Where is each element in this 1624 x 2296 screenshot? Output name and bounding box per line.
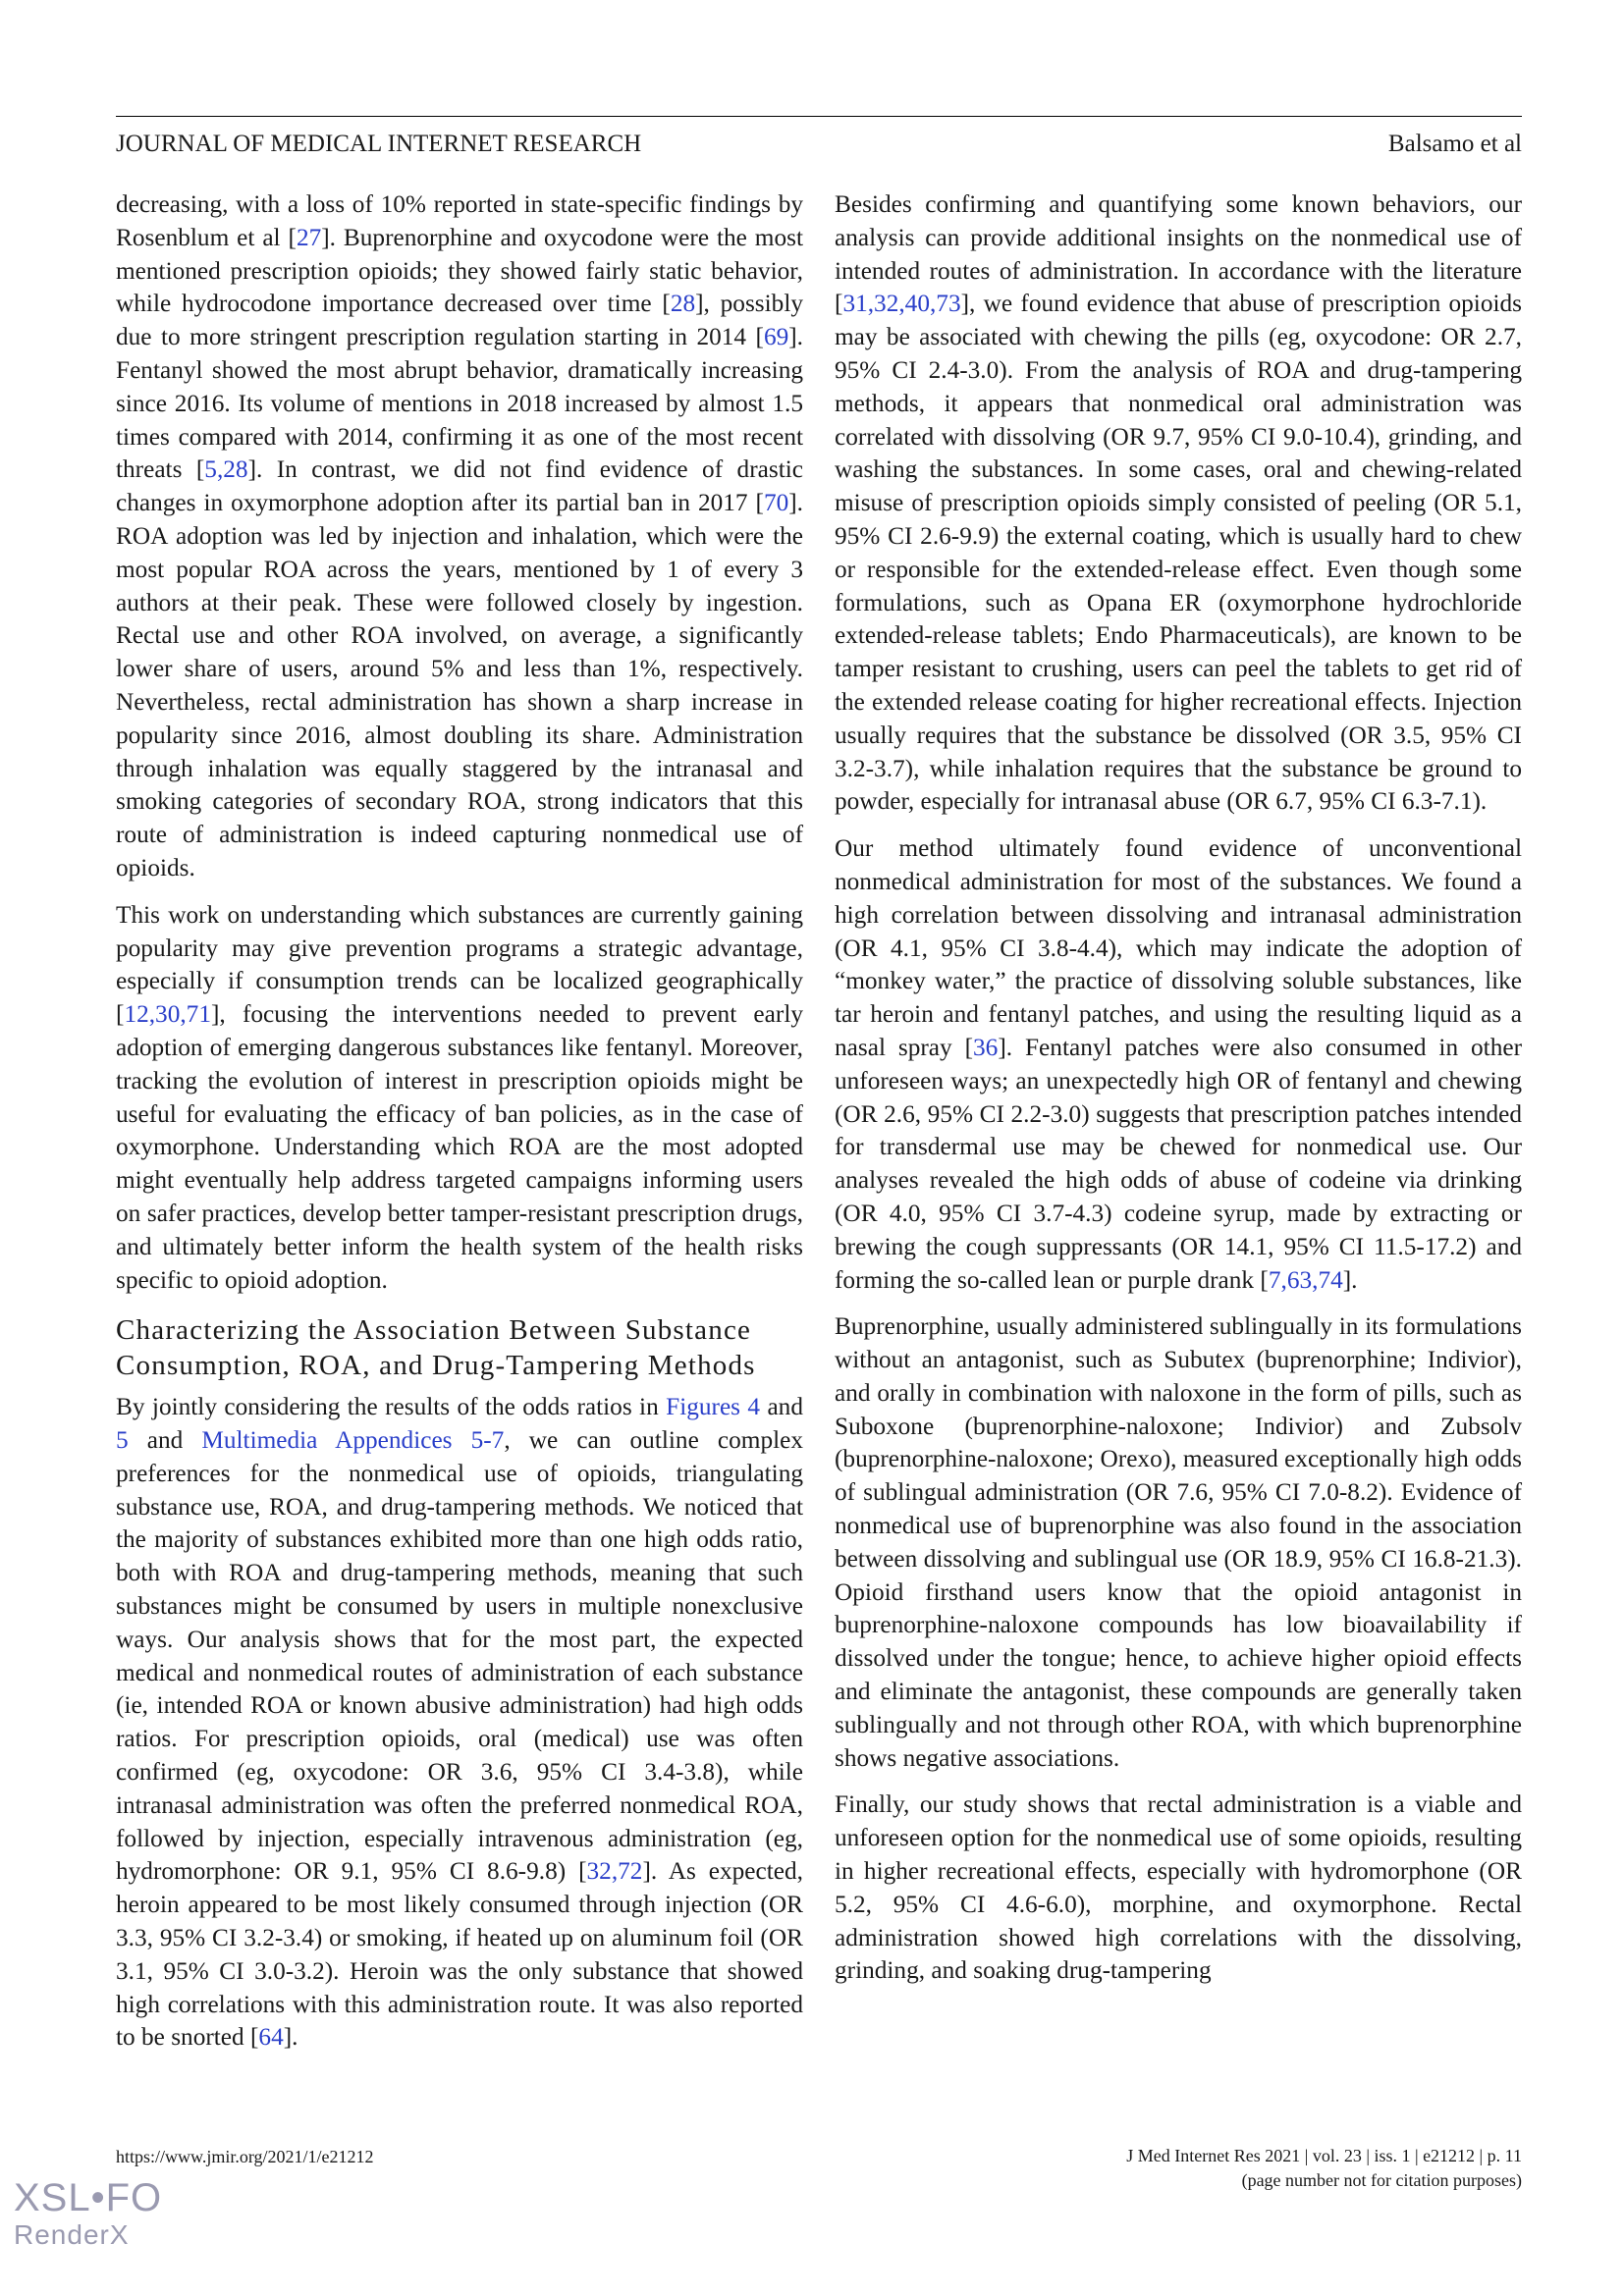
paragraph: Our method ultimately found evidence of unconventional nonmedical administration for most of the substances. We found a high correlation between dissolving and intranasal administration (OR 4.1, 95% CI 3.8-4.4), which may indicate the adoption of “monkey water,” the practice of dissolving soluble substances, like tar heroin and fentanyl patches, and using the resulting liquid as a nasal spray [36]. Fentanyl patches were also consumed in other unforeseen ways; an unexpectedly high OR of fentanyl and chewing (OR 2.6, 95% CI 2.2-3.0) suggests that prescription patches intended for transdermal use may be chewed for nonmedical use. Our analyses revealed the high odds of abuse of codeine via drinking (OR 4.0, 95% CI 3.7-4.3) codeine syrup, made by extracting or brewing the cough suppressants (OR 14.1, 95% CI 11.5-17.2) and forming the so-called lean or purple drank [7,63,74]. [835,834,1522,1294]
journal-title: JOURNAL OF MEDICAL INTERNET RESEARCH [116,131,642,157]
right-column [835,188,1522,2002]
paragraph: Finally, our study shows that rectal administration is a viable and unforeseen option for the nonmedical use of some opioids, resulting in higher recreational effects, especially with hydromorphone (OR 5.2, 95% CI 4.6-6.0), morphine, and oxymorphone. Rectal administration showed high correlations with the dissolving, grinding, and soaking drug-tampering [835,1790,1522,1985]
citation-link[interactable]: 12,30,71 [124,1000,211,1029]
citation-link[interactable]: 69 [763,323,789,351]
citation-line: J Med Internet Res 2021 | vol. 23 | iss. 1 | e21212 | p. 11 [1126,2146,1522,2165]
renderx-logo-text: RenderX [14,2219,130,2250]
paragraph: Buprenorphine, usually administered sublingually in its formulations without an antagonist, such as Subutex (buprenorphine; Indivior), and orally in combination with naloxone in the form of pills, such as Suboxone (buprenorphine-naloxone; Indivior) and Zubsolv (buprenorphine-naloxone; Orexo), measured exceptionally high odds of sublingual administration (OR 7.6, 95% CI 7.0-8.2). Evidence of nonmedical use of buprenorphine was also found in the association between dissolving and sublingual use (OR 18.9, 95% CI 16.8-21.3). Opioid firsthand users know that the opioid antagonist in buprenorphine-naloxone compounds has low bioavailability if dissolved under the tongue; hence, to achieve higher opioid effects and eliminate the antagonist, these compounds are generally taken sublingually and not through other ROA, with which buprenorphine shows negative associations. [835,1312,1522,1772]
section-heading: Characterizing the Association Between Substance Consumption, ROA, and Drug-Tampering Methods [116,1314,756,1382]
paragraph: By jointly considering the results of the odds ratios in Figures 4 and 5 and Multimedia Appendices 5-7, we can outline complex preferences for the nonmedical use of opioids, triangulating substance use, ROA, and drug-tampering methods. We noticed that the majority of substances exhibited more than one high odds ratio, both with ROA and drug-tampering methods, meaning that such substances might be consumed by users in multiple nonexclusive ways. Our analysis shows that for the most part, the expected medical and nonmedical routes of administration of each substance (ie, intended ROA or known abusive administration) had high odds ratios. For prescription opioids, oral (medical) use was often confirmed (eg, oxycodone: OR 3.6, 95% CI 3.4-3.8), while intranasal administration was often the preferred nonmedical ROA, followed by injection, especially intravenous administration (eg, hydromorphone: OR 9.1, 95% CI 8.6-9.8) [32,72]. As expected, heroin appeared to be most likely consumed through injection (OR 3.3, 95% CI 3.2-3.4) or smoking, if heated up on aluminum foil (OR 3.1, 95% CI 3.0-3.2). Heroin was the only substance that showed high correlations with this administration route. It was also reported to be snorted [64]. [116,1393,803,2052]
article-url[interactable]: https://www.jmir.org/2021/1/e21212 [116,2147,374,2166]
citation-link[interactable]: 32,72 [586,1857,643,1886]
figure-link[interactable]: Figures 4 [666,1393,761,1421]
citation-link[interactable]: 64 [258,2023,284,2052]
left-column [116,188,803,2068]
citation-link[interactable]: 5,28 [204,455,248,484]
citation-link[interactable]: 70 [763,489,789,517]
renderx-logo [14,2175,162,2250]
xslfo-logo-text: XSL•FO [14,2176,163,2219]
running-header [116,116,1522,164]
citation-link[interactable]: 31,32,40,73 [842,290,961,318]
appendix-link[interactable]: Multimedia Appendices 5-7 [201,1426,505,1455]
citation-link[interactable]: 7,63,74 [1268,1265,1343,1294]
citation-link[interactable]: 36 [973,1033,999,1061]
citation-link[interactable]: 27 [296,223,322,251]
figure-link[interactable]: 5 [116,1426,129,1455]
authors: Balsamo et al [1387,131,1522,157]
page-citation [1126,2144,1522,2193]
paragraph: Besides confirming and quantifying some known behaviors, our analysis can provide additional insights on the nonmedical use of intended routes of administration. In accordance with the literature [31,32,40,73], we found evidence that abuse of prescription opioids may be associated with chewing the pills (eg, oxycodone: OR 2.7, 95% CI 2.4-3.0). From the analysis of ROA and drug-tampering methods, it appears that nonmedical oral administration was correlated with dissolving (OR 9.7, 95% CI 9.0-10.4), grinding, and washing the substances. In some cases, oral and chewing-related misuse of prescription opioids simply consisted of peeling (OR 5.1, 95% CI 2.6-9.9) the external coating, which is usually hard to chew or responsible for the extended-release effect. Even though some formulations, such as Opana ER (oxymorphone hydrochloride extended-release tablets; Endo Pharmaceuticals), are known to be tamper resistant to crushing, users can peel the tablets to get rid of the extended release coating for higher recreational effects. Injection usually requires that the substance be dissolved (OR 3.5, 95% CI 3.2-3.7), while inhalation requires that the substance be ground to powder, especially for intranasal abuse (OR 6.7, 95% CI 6.3-7.1). [835,190,1522,816]
paragraph: This work on understanding which substances are currently gaining popularity may give prevention programs a strategic advantage, especially if consumption trends can be localized geographically [12,30,71], focusing the interventions needed to prevent early adoption of emerging dangerous substances like fentanyl. Moreover, tracking the evolution of interest in prescription opioids might be useful for evaluating the efficacy of ban policies, as in the case of oxymorphone. Understanding which ROA are the most adopted might eventually help address targeted campaigns informing users on safer practices, develop better tamper-resistant prescription drugs, and ultimately better inform the health system of the health risks specific to opioid adoption. [116,900,803,1294]
citation-note: (page number not for citation purposes) [1241,2170,1522,2190]
paragraph: decreasing, with a loss of 10% reported in state-specific findings by Rosenblum et al [27]. Buprenorphine and oxycodone were the most mentioned prescription opioids; they showed fairly static behavior, while hydrocodone importance decreased over time [28], possibly due to more stringent prescription regulation starting in 2014 [69]. Fentanyl showed the most abrupt behavior, dramatically increasing since 2016. Its volume of mentions in 2018 increased by almost 1.5 times compared with 2014, confirming it as one of the most recent threats [5,28]. In contrast, we did not find evidence of drastic changes in oxymorphone adoption after its partial ban in 2017 [70]. ROA adoption was led by injection and inhalation, which were the most popular ROA across the years, mentioned by 1 of every 3 authors at their peak. These were followed closely by ingestion. Rectal use and other ROA involved, on average, a significantly lower share of users, around 5% and less than 1%, respectively. Nevertheless, rectal administration has shown a sharp increase in popularity since 2016, almost doubling its share. Administration through inhalation was equally staggered by the intranasal and smoking categories of secondary ROA, strong indicators that this route of administration is indeed capturing nonmedical use of opioids. [116,190,803,881]
citation-link[interactable]: 28 [670,290,696,318]
